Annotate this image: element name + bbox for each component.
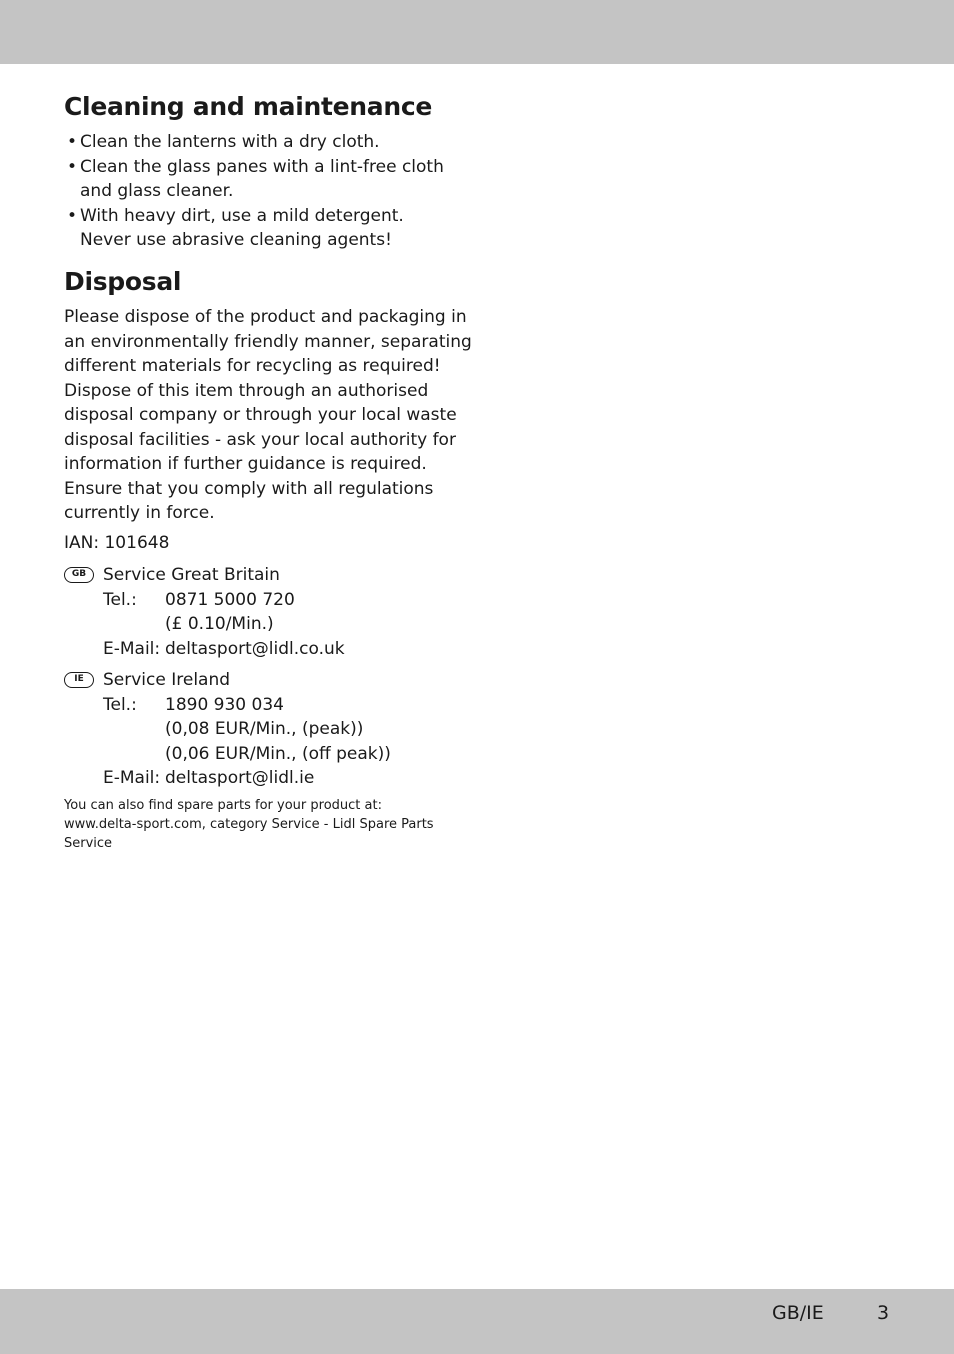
footer-language: GB/IE [772,1302,824,1324]
tel-number: 0871 5000 720 [165,589,295,610]
gb-flag-icon: GB [64,567,94,583]
page-number: 3 [877,1302,890,1324]
tel-label: Tel.: [103,589,137,610]
tel-number: 1890 930 034 [165,694,284,715]
tel-label: Tel.: [103,694,137,715]
email-label: E-Mail: [103,638,161,659]
spare-parts-note: You can also find spare parts for your product at: www.delta-sport.com, category Service - Lidl Spare Parts Service [64,798,434,851]
disposal-heading: Disposal [64,267,182,296]
cleaning-heading: Cleaning and maintenance [64,92,433,121]
tel-rate: (£ 0.10/Min.) [165,614,274,634]
list-item: • Clean the lanterns with a dry cloth. [64,130,470,155]
list-item: • Clean the glass panes with a lint-free cloth and glass cleaner. [64,155,470,204]
ie-flag-icon: IE [64,672,94,688]
service-name: Service Great Britain [103,565,280,585]
email-label: E-Mail: [103,768,161,788]
email-address: deltasport@lidl.ie [165,768,315,788]
email-address: deltasport@lidl.co.uk [165,638,345,659]
tel-rate-peak: (0,08 EUR/Min., (peak)) [165,719,364,739]
cleaning-list [64,130,470,253]
header-band [0,0,954,64]
service-gb-block [64,563,464,663]
tel-rate-off-peak: (0,06 EUR/Min., (off peak)) [165,743,391,764]
list-item: • With heavy dirt, use a mild detergent. Never use abrasive cleaning agents! [64,204,470,253]
service-ie-block [64,668,464,793]
service-name: Service Ireland [103,670,231,690]
ian-number: IAN: 101648 [64,533,170,553]
disposal-paragraph: Please dispose of the product and packaging in an environmentally friendly manner, separating different materials for recycling as required! Dispose of this item through an authorised disposal company or through your local waste disposal facilities - ask your local authority for information if further guidance is required. Ensure that you comply with all regulations currently in force. [64,307,472,523]
